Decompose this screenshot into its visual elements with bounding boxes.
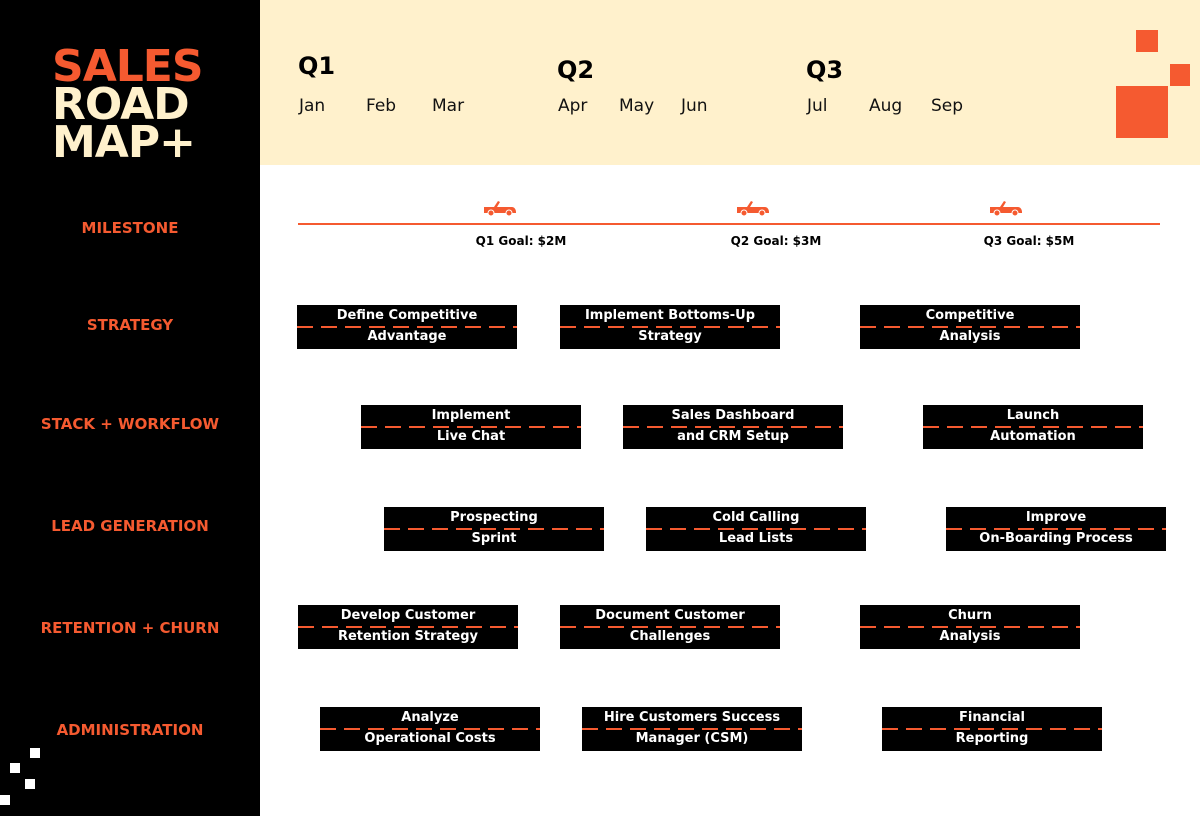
- month-label: Mar: [432, 96, 465, 116]
- task-card-admin: [882, 707, 1102, 751]
- month-label: Sep: [931, 96, 964, 116]
- month-label: Jan: [299, 96, 326, 116]
- decor-square: [30, 748, 40, 758]
- month-label: May: [619, 96, 655, 116]
- quarter-label: Q3: [806, 56, 844, 84]
- task-title-line: Operational Costs: [364, 731, 496, 746]
- task-title-line: Launch: [1006, 408, 1060, 423]
- roadmap-title: [52, 41, 203, 168]
- decor-square: [1136, 30, 1158, 52]
- milestone-goal: Q1 Goal: $2M: [475, 234, 567, 248]
- task-card-retention: [560, 605, 780, 649]
- row-label-retention: RETENTION + CHURN: [40, 619, 220, 637]
- task-title-line: Reporting: [955, 731, 1029, 746]
- task-card-admin: [320, 707, 540, 751]
- row-label-lead: LEAD GENERATION: [51, 517, 209, 535]
- row-label-strategy: STRATEGY: [86, 316, 174, 334]
- task-title-line: Analyze: [401, 710, 459, 725]
- task-title-line: Challenges: [629, 629, 711, 644]
- row-label-admin: ADMINISTRATION: [56, 721, 204, 739]
- task-title-line: Analysis: [939, 629, 1001, 644]
- decor-square: [10, 763, 20, 773]
- task-title-line: Churn: [948, 608, 992, 623]
- task-title-line: Implement: [431, 408, 511, 423]
- car-icon: [482, 199, 518, 217]
- task-title-line: Strategy: [638, 329, 702, 344]
- task-card-stack: [361, 405, 581, 449]
- decor-square: [1170, 64, 1190, 86]
- task-title-line: On-Boarding Process: [979, 531, 1133, 546]
- task-card-strategy: [297, 305, 517, 349]
- month-label: Jun: [681, 96, 708, 116]
- title-line: MAP+: [52, 117, 195, 168]
- milestone-timeline: [298, 223, 1160, 225]
- task-card-admin: [582, 707, 802, 751]
- task-title-line: Automation: [990, 429, 1076, 444]
- task-card-strategy: [560, 305, 780, 349]
- quarter-label: Q1: [298, 52, 336, 80]
- task-title-line: Prospecting: [450, 510, 538, 525]
- decor-square: [0, 795, 10, 805]
- row-label-stack: STACK + WORKFLOW: [40, 415, 220, 433]
- task-title-line: Develop Customer: [340, 608, 476, 623]
- decor-square: [25, 779, 35, 789]
- task-title-line: and CRM Setup: [677, 429, 789, 444]
- task-card-stack: [923, 405, 1143, 449]
- task-title-line: Improve: [1025, 510, 1087, 525]
- milestone-goal: Q3 Goal: $5M: [983, 234, 1075, 248]
- month-label: Jul: [807, 96, 828, 116]
- task-card-retention: [298, 605, 518, 649]
- task-title-line: Financial: [958, 710, 1025, 725]
- task-title-line: Implement Bottoms-Up: [584, 308, 756, 323]
- task-title-line: Manager (CSM): [635, 731, 749, 746]
- month-label: Aug: [869, 96, 903, 116]
- quarter-label: Q2: [557, 56, 595, 84]
- task-card-lead: [646, 507, 866, 551]
- row-label-milestone: MILESTONE: [81, 219, 179, 237]
- task-card-stack: [623, 405, 843, 449]
- task-card-retention: [860, 605, 1080, 649]
- task-title-line: Document Customer: [595, 608, 745, 623]
- task-title-line: Cold Calling: [712, 510, 800, 525]
- title-line: SALES: [52, 41, 203, 92]
- month-label: Feb: [366, 96, 397, 116]
- car-icon: [988, 199, 1024, 217]
- task-title-line: Analysis: [939, 329, 1001, 344]
- task-title-line: Lead Lists: [718, 531, 794, 546]
- task-title-line: Retention Strategy: [337, 629, 479, 644]
- title-line: ROAD: [52, 79, 189, 130]
- task-title-line: Advantage: [367, 329, 447, 344]
- timeline-header: [260, 0, 1200, 165]
- task-title-line: Competitive: [925, 308, 1015, 323]
- milestone-goal: Q2 Goal: $3M: [730, 234, 822, 248]
- car-icon: [735, 199, 771, 217]
- task-card-strategy: [860, 305, 1080, 349]
- task-title-line: Hire Customers Success: [603, 710, 781, 725]
- task-card-lead: [946, 507, 1166, 551]
- month-label: Apr: [558, 96, 588, 116]
- task-title-line: Sales Dashboard: [671, 408, 795, 423]
- task-title-line: Sprint: [471, 531, 517, 546]
- sidebar: [0, 0, 260, 816]
- task-title-line: Live Chat: [436, 429, 506, 444]
- task-title-line: Define Competitive: [336, 308, 478, 323]
- decor-square: [1116, 86, 1168, 138]
- task-card-lead: [384, 507, 604, 551]
